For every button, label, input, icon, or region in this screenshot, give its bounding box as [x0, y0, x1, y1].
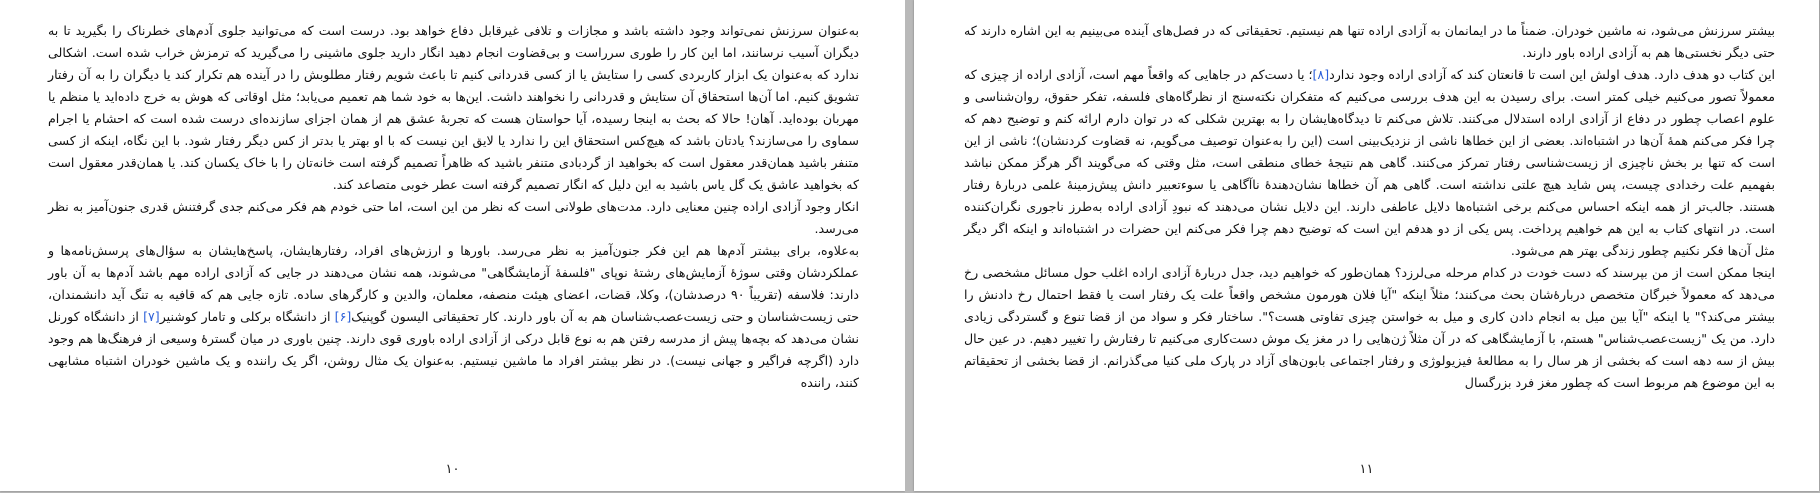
text-segment: از دانشگاه برکلی و تامار کوشنیر — [159, 309, 335, 324]
left-paragraph-2: انکار وجود آزادی اراده چنین معنایی دارد. مدت‌های طولانی است که نظر من این است، اما حتی خودم هم فکر می‌کنم جدی گرفتنش قدری جنون‌آمیز به نظر می‌رسد. — [48, 199, 859, 236]
left-paragraph-1: به‌عنوان سرزنش نمی‌تواند وجود داشته باشد و مجازات و تلافی غیرقابل دفاع خواهد بود. درست است که می‌توانید جلوی آدم‌های خطرناک را بگیرید تا به دیگران آسیب نرسانند، اما این کار را طوری سرراست و بی‌قضاوت انجام دهید انگار دارید جلوی ماشینی را می‌گیرید که ترمزش خراب شده است. اشکالی ندارد که به‌عنوان یک ابزار کاربردی کسی را ستایش یا از کسی قدردانی کنیم تا باعث شویم رفتار مطلوبش را در آینده هم تکرار کند یا دیگران را به آن رفتار تشویق کنیم. اما آن‌ها استحقاق آن ستایش و قدردانی را نخواهند داشت. این‌ها به خود شما هم تعمیم می‌یابد؛ مثل اوقاتی که هوش به خرج داده‌اید یا منظم یا مهربان بوده‌اید. آهان! حالا که بحث به اینجا رسیده، آیا حواستان هست که تجربهٔ عشق هم از همان اجزای سازنده‌ای درست شده است که احشام یا اجرام سماوی را می‌سازند؟ یادتان باشد که هیچ‌کس استحقاق این را ندارد یا لایق این نیست که با او بهتر یا بدتر از کس دیگر رفتار شود. با این نگاه، اینکه از کسی متنفر باشید همان‌قدر معقول است که بخواهید از گردبادی متنفر باشید که ظاهراً تصمیم گرفته است خانه‌تان را با خاک یکسان کند. یا همان‌قدر معقول است که بخواهید عاشق یک گل یاس باشید به این دلیل که انگار تصمیم گرفته است عطر خوبی متصاعد کند. — [48, 23, 859, 192]
right-paragraph-2 — [964, 64, 1775, 262]
page-number: ۱۱ — [1359, 462, 1374, 477]
right-page-body — [964, 20, 1775, 394]
right-page — [914, 0, 1819, 491]
footnote-reference-link[interactable]: [۸] — [1312, 67, 1330, 82]
footnote-reference-link[interactable]: [۶] — [334, 309, 352, 324]
right-paragraph-1: بیشتر سرزنش می‌شود، نه ماشین خودران. ضمناً ما در ایمانمان به آزادی اراده تنها هم نیستیم. تحقیقاتی که در فصل‌های آینده می‌بینیم به این اشاره دارند که حتی دیگر نخستی‌ها هم به آزادی اراده باور دارند. — [964, 23, 1775, 60]
left-paragraph-3 — [48, 240, 859, 394]
right-paragraph-3: اینجا ممکن است از من بپرسند که دست خودت در کدام مرحله می‌لرزد؟ همان‌طور که خواهیم دید، جدل دربارهٔ آزادی اراده اغلب حول مسائل مشخصی رخ می‌دهد که معمولاً خبرگان متخصص دربارهٔ‌شان بحث می‌کنند؛ مثلاً اینکه "آیا فلان هورمون مشخص واقعاً علت یک رفتار است یا فقط احتمال رخ دادنش را بیشتر می‌کند؟" یا اینکه "آیا بین میل به انجام دادن کاری و میل به خواستن چیزی تفاوتی هست؟". ساختار فکر و سواد من از قضا تنوع و گستردگی زیادی دارد. من یک "زیست‌عصب‌شناس" هستم، با آزمایشگاهی که در آن مثلاً ژن‌هایی را در مغز یک موش دست‌کاری می‌کنیم تا رفتارش را تغییر دهیم. در عین حال بیش از سه دهه است که بخشی از هر سال را به مطالعهٔ فیزیولوژی و رفتار اجتماعی بابون‌های آزاد در پارک ملی کنیا می‌گذرانم. از قضا بخشی از تحقیقاتم به این موضوع هم مربوط است که چطور مغز فرد بزرگسال — [964, 265, 1775, 390]
left-page-body — [48, 20, 859, 394]
page-gutter — [905, 0, 914, 493]
text-segment: از دانشگاه کورنل نشان می‌دهد که بچه‌ها پیش از مدرسه رفتن هم به نوع قابل درکی از آزادی اراده باوری قوی دارند. چنین باوری در میان گسترهٔ وسیعی از فرهنگ‌ها هم وجود دارد (اگرچه فراگیر و جهانی نیست). در نظر بیشتر افراد ما ماشین نیستیم. به‌عنوان یک مثال روشن، اگر یک راننده و یک ماشین خودران اشتباه مشابهی کنند، راننده — [48, 309, 859, 390]
text-segment: به‌علاوه، برای بیشتر آدم‌ها هم این فکر جنون‌آمیز به نظر می‌رسد. باورها و ارزش‌های افراد، رفتارهایشان، پاسخ‌هایشان به سؤال‌های پرسش‌نامه‌ها و عملکردشان وقتی سوژهٔ آزمایش‌های رشتهٔ نوپای "فلسفهٔ آزمایشگاهی" می‌شوند، همه نشان می‌دهند در جایی که آزادی اراده مهم باشد آدم‌ها به آن باور دارند: فلاسفه (تقریباً ۹۰ درصدشان)، وکلا، قضات، اعضای هیئت منصفه، معلمان، والدین و کارگرهای ساده. تازه جایی هم که قافیه به تنگ آید دانشمندان، حتی زیست‌شناسان و حتی زیست‌عصب‌شناسان هم به آن باور دارند. کار تحقیقاتی الیسون گوپنیک — [48, 243, 859, 324]
text-segment: این کتاب دو هدف دارد. هدف اولش این است تا قانعتان کند که آزادی اراده وجود ندارد — [1329, 67, 1775, 82]
footnote-reference-link[interactable]: [۷] — [143, 309, 160, 324]
page-number: ۱۰ — [445, 462, 460, 477]
left-page — [0, 0, 905, 491]
text-segment: ؛ یا دست‌کم در جاهایی که واقعاً مهم است، آزادی اراده از چیزی که معمولاً تصور می‌کنیم خیلی کمتر است. برای رسیدن به این هدف بررسی می‌کنیم که متفکران نکته‌سنج از نظرگاه‌های فلسفه، تفکر حقوق، روان‌شناسی و علوم اعصاب چطور در دفاع از آزادی اراده استدلال می‌کنند. تلاش می‌کنم تا دیدگاه‌هایشان را به بهترین شکلی که در توان دارم ارائه کنم و توضیح دهم که چرا فکر می‌کنم همهٔ آن‌ها در اشتباه‌اند. بعضی از این خطاها ناشی از نزدیک‌بینی است (این را به‌عنوان توصیف می‌گویم، نه قضاوت کردنشان)؛ ناشی از این است که تنها بر بخش ناچیزی از زیست‌شناسی رفتار تمرکز می‌کنند. گاهی هم نتیجهٔ خطای منطقی است، مثل وقتی که می‌گویند اگر هرگز ممکن نباشد بفهمیم علت رخدادی چیست، پس شاید هیچ علتی نداشته است. گاهی هم آن خطاها نشان‌دهندهٔ ناآگاهی یا سوءتعبیر دانش پیش‌زمینهٔ علمی دربارهٔ رفتار هستند. جالب‌تر از همه اینکه احساس می‌کنم برخی اشتباه‌ها دلایل عاطفی دارند. این دلایل نشان می‌دهند که نبودِ آزادی اراده به‌طرز ناجوری نگران‌کننده است. در انتهای کتاب به این هم خواهیم پرداخت. پس یکی از دو هدفم این است که توضیح دهم چرا فکر می‌کنم این حضرات در اشتباه‌اند و اینکه اگر دیگر مثل آن‌ها فکر نکنیم چطور زندگی بهتر هم می‌شود. — [964, 67, 1775, 258]
